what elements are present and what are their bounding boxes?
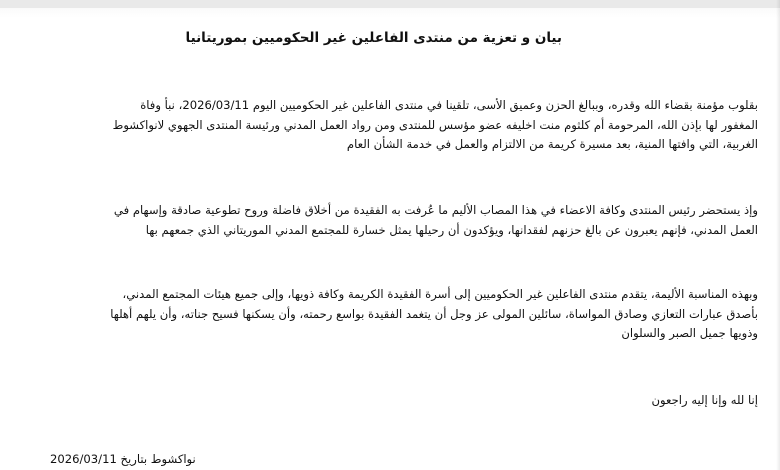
paragraph-line: الغربية، التي وافتها المنية، بعد مسيرة كريمة من الالتزام والعمل في خدمة الشأن العام bbox=[346, 137, 758, 151]
page-edge-shadow bbox=[776, 0, 780, 470]
paragraph-tribute bbox=[18, 201, 758, 240]
paragraph-line: وبهذه المناسبة الأليمة، يتقدم منتدى الفاعلين غير الحكوميين إلى أسرة الفقيدة الكريمة وكافة ذويها، وإلى جميع هيئات المجتمع المدني، bbox=[122, 287, 758, 301]
place-and-date: نواكشوط بتاريخ 2026/03/11 bbox=[50, 452, 196, 466]
paragraph-line: العمل المدني، فإنهم يعبرون عن بالغ حزنهم لفقدانها، ويؤكدون أن رحيلها يمثل خسارة للمجتمع المدني الموريتاني الذي جمعهم بها bbox=[145, 222, 758, 237]
page-top-edge bbox=[0, 0, 780, 8]
paragraph-condolences bbox=[18, 285, 758, 344]
closing-phrase: إنا لله وإنا إليه راجعون bbox=[651, 393, 758, 407]
document-title: بيان و تعزية من منتدى الفاعلين غير الحكوميين بموريتانيا bbox=[185, 30, 562, 46]
paragraph-line: وذويها جميل الصبر والسلوان bbox=[621, 326, 758, 340]
paragraph-line: بقلوب مؤمنة بقضاء الله وقدره، وببالغ الحزن وعميق الأسى، تلقينا في منتدى الفاعلين غير الحكوميين اليوم 2026/03/11، نبأ وفاة bbox=[140, 98, 758, 112]
paragraph-line: بأصدق عبارات التعازي وصادق المواساة، سائلين المولى عز وجل أن يتغمد الفقيدة بواسع رحمته، وأن يسكنها فسيح جناته، وأن يلهم أهلها bbox=[110, 306, 758, 321]
paragraph-line: وإذ يستحضر رئيس المنتدى وكافة الاعضاء في هذا المصاب الأليم ما عُرفت به الفقيدة من أخلاق فاضلة وروح تطوعية صادقة وإسهام في bbox=[113, 203, 758, 217]
paragraph-line: المغفور لها بإذن الله، المرحومة أم كلثوم منت اخليفه عضو مؤسس للمنتدى ومن رواد العمل المدني ورئيسة المنتدى الجهوي لانواكشوط bbox=[112, 117, 758, 132]
paragraph-announcement bbox=[18, 96, 758, 155]
